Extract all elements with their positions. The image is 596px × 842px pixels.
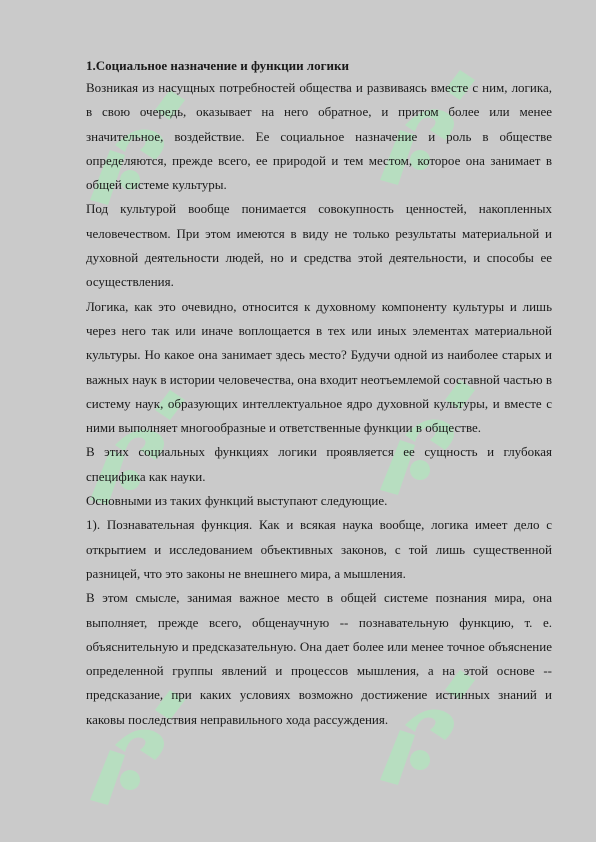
paragraph: Возникая из насущных потребностей общества и развиваясь вместе с ним, логика, в свою очередь, оказывает на него обратное, и притом более или менее значительное, воздействие. Ее социальное назначение и роль в обществе определяются, прежде всего, ее природой и тем местом, которое она занимает в общей системе культуры. <box>86 80 552 193</box>
paragraph: Под культурой вообще понимается совокупность ценностей, накопленных человечеством. При этом имеются в виду не только результаты материальной и духовной деятельности людей, но и средства этой деятельности, и способы ее осуществления. <box>86 201 552 290</box>
document-body <box>86 56 552 732</box>
paragraph: Основными из таких функций выступают следующие. <box>86 493 388 509</box>
paragraph: В этом смысле, занимая важное место в общей системе познания мира, она выполняет, прежде всего, общенаучную -- познавательную функцию, т. е. объяснительную и предсказательную. Она дает более или менее точное объяснение определенной группы явлений и процессов мышления, а на этой основе -- предсказание, при каких условиях возможно достижение истинных знаний и каковы последствия неправильного хода рассуждения. <box>86 590 552 727</box>
section-heading: 1.Социальное назначение и функции логики <box>86 58 349 73</box>
paragraph: В этих социальных функциях логики проявляется ее сущность и глубокая специфика как науки. <box>86 444 552 484</box>
paragraph: 1). Познавательная функция. Как и всякая наука вообще, логика имеет дело с открытием и исследованием объективных законов, с той лишь существенной разницей, что это законы не внешнего мира, а мышления. <box>86 517 552 581</box>
paragraph: Логика, как это очевидно, относится к духовному компоненту культуры и лишь через него так или иначе воплощается в тех или иных элементах материальной культуры. Но какое она занимает здесь место? Будучи одной из наиболее старых и важных наук в истории человечества, она входит неотъемлемой составной частью в систему наук, образующих интеллектуальное ядро духовной культуры, и вместе с ними выполняет многообразные и ответственные функции в обществе. <box>86 298 552 436</box>
